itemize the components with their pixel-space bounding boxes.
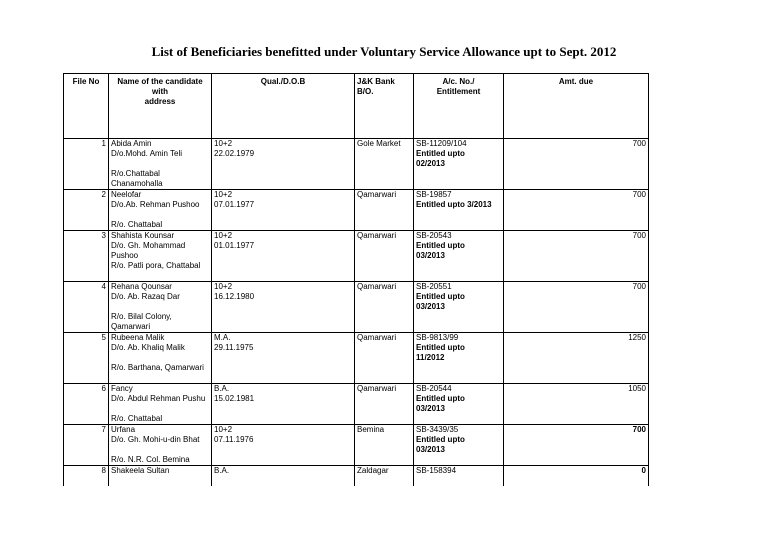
amount-cell: 700 xyxy=(504,139,649,150)
entitlement-line: 03/2013 xyxy=(416,251,445,260)
entitlement-line: 02/2013 xyxy=(416,159,445,168)
parent-cell: D/o. Ab. Razaq Dar xyxy=(109,292,212,312)
qual-cell: B.A. xyxy=(212,384,355,395)
parent-cell: D/o.Ab. Rehman Pushoo xyxy=(109,200,212,210)
bank-cell: Bemina xyxy=(355,425,414,436)
file-no-cell: 3 xyxy=(64,231,109,242)
parent-cell xyxy=(109,241,212,271)
parent-line: D/o. Gh. Mohammad xyxy=(111,241,186,250)
dob-cell: 07.01.1977 xyxy=(212,200,355,210)
entitlement-line: Entitled upto xyxy=(416,394,465,403)
bank-cell: Qamarwari xyxy=(355,190,414,201)
address-cell: R/o. Barthana, Qamarwari xyxy=(109,363,212,373)
entitlement-line: Entitled upto xyxy=(416,149,465,158)
qual-cell: 10+2 xyxy=(212,139,355,150)
amount-cell: 700 xyxy=(504,425,649,436)
parent-cell: D/o.Mohd. Amin Teli xyxy=(109,149,212,169)
entitlement-line: 03/2013 xyxy=(416,445,445,454)
account-cell: SB-11209/104 xyxy=(414,139,504,150)
name-cell: Shakeela Sultan xyxy=(109,466,212,477)
file-no-cell: 6 xyxy=(64,384,109,395)
table-row xyxy=(64,425,649,436)
entitlement-cell xyxy=(414,149,504,169)
table-row-detail xyxy=(64,455,649,466)
table-row-detail xyxy=(64,241,649,271)
header-row xyxy=(64,74,649,139)
account-cell: SB-20543 xyxy=(414,231,504,242)
table-row-detail xyxy=(64,169,649,190)
name-cell: Rubeena Malik xyxy=(109,333,212,344)
file-no-cell: 1 xyxy=(64,139,109,150)
account-cell: SB-20544 xyxy=(414,384,504,395)
amount-cell: 1050 xyxy=(504,384,649,395)
qual-cell: M.A. xyxy=(212,333,355,344)
file-no-cell: 2 xyxy=(64,190,109,201)
amount-cell: 0 xyxy=(504,466,649,477)
name-cell: Urfana xyxy=(109,425,212,436)
table-row-detail xyxy=(64,220,649,231)
address-cell xyxy=(109,312,212,333)
address-cell: R/o. Chattabal xyxy=(109,414,212,425)
table-row xyxy=(64,139,649,150)
table-row xyxy=(64,231,649,242)
table-row-detail xyxy=(64,343,649,363)
entitlement-line: Entitled upto xyxy=(416,435,465,444)
table-row-detail xyxy=(64,435,649,455)
name-cell: Shahista Kounsar xyxy=(109,231,212,242)
name-cell: Rehana Qounsar xyxy=(109,282,212,293)
parent-cell: D/o. Abdul Rehman Pushu xyxy=(109,394,212,414)
header-amount: Amt. due xyxy=(504,74,649,139)
header-qual: Qual./D.O.B xyxy=(212,74,355,139)
header-account-line1: A/c. No./ xyxy=(442,77,475,86)
entitlement-cell: Entitled upto 3/2013 xyxy=(414,200,504,210)
amount-cell: 700 xyxy=(504,190,649,201)
entitlement-cell xyxy=(414,343,504,363)
bank-cell: Qamarwari xyxy=(355,384,414,395)
address-line: Qamarwari xyxy=(111,322,151,331)
account-cell: SB-19857 xyxy=(414,190,504,201)
bank-cell: Zaldagar xyxy=(355,466,414,477)
dob-cell: 07.11.1976 xyxy=(212,435,355,455)
account-cell: SB-158394 xyxy=(414,466,504,477)
entitlement-cell xyxy=(414,394,504,414)
name-cell: Abida Amin xyxy=(109,139,212,150)
address-line: R/o. Patli pora, Chattabal xyxy=(111,261,201,270)
table-row-detail xyxy=(64,312,649,333)
entitlement-line: 03/2013 xyxy=(416,404,445,413)
file-no-cell: 4 xyxy=(64,282,109,293)
file-no-cell: 5 xyxy=(64,333,109,344)
amount-cell: 700 xyxy=(504,282,649,293)
dob-cell: 29.11.1975 xyxy=(212,343,355,363)
name-cell: Neelofar xyxy=(109,190,212,201)
page-title: List of Beneficiaries benefitted under Voluntary Service Allowance upt to Sept. 2012 xyxy=(151,44,617,59)
bank-cell: Qamarwari xyxy=(355,231,414,242)
entitlement-cell xyxy=(414,292,504,312)
entitlement-line: Entitled upto xyxy=(416,292,465,301)
qual-cell: 10+2 xyxy=(212,190,355,201)
entitlement-line: 03/2013 xyxy=(416,302,445,311)
dob-cell: 01.01.1977 xyxy=(212,241,355,271)
header-name xyxy=(109,74,212,139)
dob-cell: 16.12.1980 xyxy=(212,292,355,312)
table-row-detail xyxy=(64,394,649,414)
table-row-detail xyxy=(64,414,649,425)
file-no-cell: 8 xyxy=(64,466,109,477)
entitlement-line: 11/2012 xyxy=(416,353,445,362)
header-name-line2: address xyxy=(144,97,176,106)
bank-cell: Qamarwari xyxy=(355,282,414,293)
table-row-detail xyxy=(64,363,649,373)
qual-cell: 10+2 xyxy=(212,425,355,436)
table-row-detail xyxy=(64,292,649,312)
beneficiaries-table xyxy=(63,73,649,486)
file-no-cell: 7 xyxy=(64,425,109,436)
table-row-detail xyxy=(64,149,649,169)
address-cell xyxy=(109,169,212,190)
entitlement-cell xyxy=(414,241,504,271)
bank-cell: Gole Market xyxy=(355,139,414,150)
table-row xyxy=(64,384,649,395)
parent-cell: D/o. Ab. Khaliq Malik xyxy=(109,343,212,363)
bank-cell: Qamarwari xyxy=(355,333,414,344)
parent-cell: D/o. Gh. Mohi-u-din Bhat xyxy=(109,435,212,455)
dob-cell: 15.02.1981 xyxy=(212,394,355,414)
entitlement-line: Entitled upto xyxy=(416,343,465,352)
address-line: R/o.Chattabal xyxy=(111,169,160,178)
entitlement-line: Entitled upto xyxy=(416,241,465,250)
header-account-line2: Entitlement xyxy=(436,87,481,96)
header-file-no: File No xyxy=(64,74,109,139)
entitlement-cell xyxy=(414,435,504,455)
account-cell: SB-9813/99 xyxy=(414,333,504,344)
account-cell: SB-20551 xyxy=(414,282,504,293)
qual-cell: B.A. xyxy=(212,466,355,477)
table-row-detail xyxy=(64,200,649,210)
account-cell: SB-3439/35 xyxy=(414,425,504,436)
table-row xyxy=(64,190,649,201)
parent-line: Pushoo xyxy=(111,251,139,260)
table-row xyxy=(64,282,649,293)
dob-cell: 22.02.1979 xyxy=(212,149,355,169)
address-line: Chanamohalla xyxy=(111,179,163,188)
records-body xyxy=(64,139,649,487)
header-account xyxy=(414,74,504,139)
name-cell: Fancy xyxy=(109,384,212,395)
header-name-line1: Name of the candidate with xyxy=(117,77,203,96)
table-row xyxy=(64,333,649,344)
address-cell: R/o. N.R. Col. Bemina xyxy=(109,455,212,466)
amount-cell: 1250 xyxy=(504,333,649,344)
address-cell: R/o. Chattabal xyxy=(109,220,212,231)
qual-cell: 10+2 xyxy=(212,282,355,293)
amount-cell: 700 xyxy=(504,231,649,242)
address-line: R/o. Bilal Colony, xyxy=(111,312,172,321)
table-row xyxy=(64,466,649,477)
qual-cell: 10+2 xyxy=(212,231,355,242)
header-bank: J&K Bank B/O. xyxy=(355,74,414,139)
